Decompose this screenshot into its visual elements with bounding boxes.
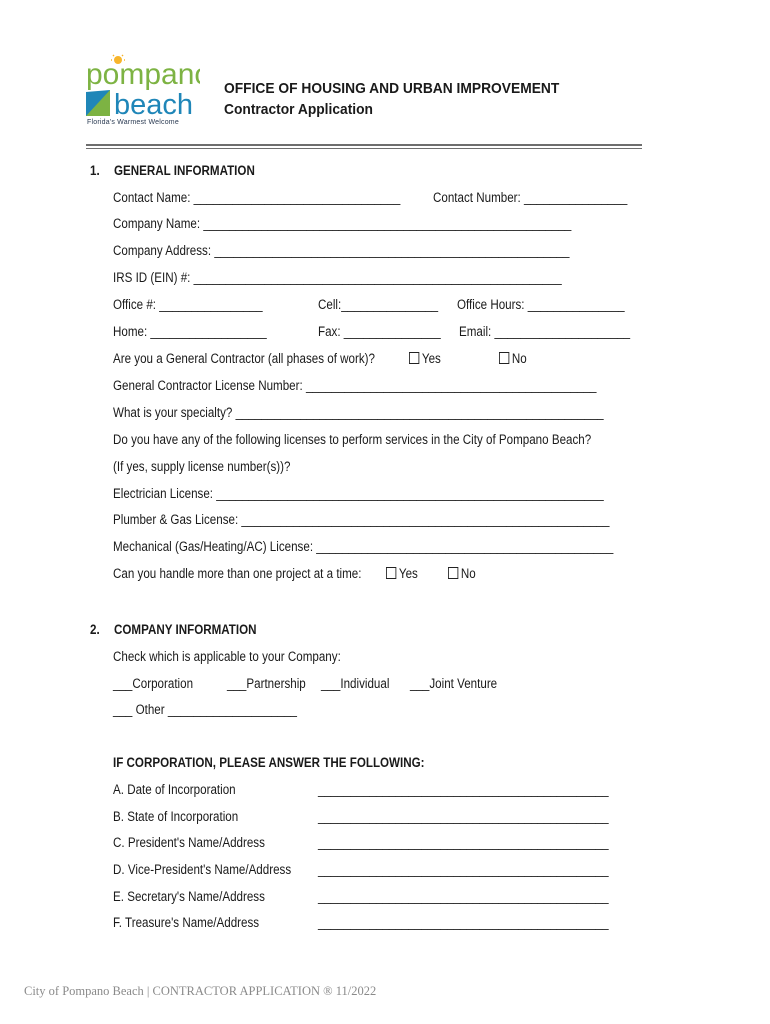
multi-project-question: Can you handle more than one project at a time: [113, 566, 362, 581]
corporation-heading: IF CORPORATION, PLEASE ANSWER THE FOLLOWING: [113, 755, 425, 770]
gc-no-option[interactable] [499, 351, 527, 366]
irs-id-field[interactable]: IRS ID (EIN) #: _________________________________________________________ [113, 270, 562, 285]
gc-no-label: No [511, 351, 527, 366]
corp-item-label: E. Secretary's Name/Address [113, 889, 265, 904]
corp-item-blank[interactable]: _____________________________________________ [318, 835, 609, 850]
multi-no-option[interactable] [448, 566, 476, 581]
corp-item-label: A. Date of Incorporation [113, 782, 236, 797]
corporation-option[interactable]: ___Corporation [113, 676, 194, 691]
email-field[interactable]: Email: _____________________ [459, 324, 631, 339]
logo-word-beach: beach [114, 89, 194, 120]
individual-option[interactable]: ___Individual [321, 676, 390, 691]
gc-yes-label: Yes [421, 351, 441, 366]
contact-number-field[interactable]: Contact Number: ________________ [433, 190, 628, 205]
licenses-question: Do you have any of the following licenses to perform services in the City of Pompano Beach? [113, 432, 592, 447]
mechanical-license-field[interactable]: Mechanical (Gas/Heating/AC) License: ______________________________________________ [113, 539, 614, 554]
gc-license-field[interactable]: General Contractor License Number: _____________________________________________ [113, 378, 597, 393]
document-subtitle: Contractor Application [224, 101, 373, 118]
specialty-field[interactable]: What is your specialty? _________________________________________________________ [113, 405, 604, 420]
gc-yes-option[interactable] [409, 351, 441, 366]
gc-yes-checkbox[interactable] [409, 352, 419, 364]
corp-item-blank[interactable]: _____________________________________________ [318, 862, 609, 877]
corp-item-label: C. President's Name/Address [113, 835, 265, 850]
joint-venture-option[interactable]: ___Joint Venture [410, 676, 498, 691]
contact-name-field[interactable]: Contact Name: ________________________________ [113, 190, 401, 205]
header-divider-thin [86, 148, 642, 149]
partnership-option[interactable]: ___Partnership [227, 676, 306, 691]
office-hours-field[interactable]: Office Hours: _______________ [457, 297, 625, 312]
document-header [224, 80, 588, 118]
pompano-beach-logo [84, 54, 200, 132]
page-footer: City of Pompano Beach | CONTRACTOR APPLICATION ® 11/2022 [24, 984, 377, 998]
section2-title: COMPANY INFORMATION [114, 622, 257, 637]
corp-item-blank[interactable]: _____________________________________________ [318, 809, 609, 824]
corp-item-blank[interactable]: _____________________________________________ [318, 889, 609, 904]
corp-item-label: F. Treasure's Name/Address [113, 915, 260, 930]
document-title: OFFICE OF HOUSING AND URBAN IMPROVEMENT [224, 80, 560, 97]
multi-no-label: No [460, 566, 476, 581]
multi-no-checkbox[interactable] [448, 567, 458, 579]
office-phone-field[interactable]: Office #: ________________ [113, 297, 263, 312]
company-name-field[interactable]: Company Name: _________________________________________________________ [113, 216, 572, 231]
plumber-gas-license-field[interactable]: Plumber & Gas License: _________________________________________________________ [113, 512, 610, 527]
multi-yes-checkbox[interactable] [386, 567, 396, 579]
licenses-note: (If yes, supply license number(s))? [113, 459, 291, 474]
logo-tagline: Florida's Warmest Welcome [87, 119, 179, 126]
fax-field[interactable]: Fax: _______________ [318, 324, 441, 339]
multi-yes-label: Yes [398, 566, 418, 581]
header-divider [86, 144, 642, 146]
multi-yes-option[interactable] [386, 566, 418, 581]
logo-graphic [84, 54, 200, 120]
corp-item-label: B. State of Incorporation [113, 809, 239, 824]
logo-word-pompano: pompano [86, 58, 200, 91]
other-option[interactable]: ___ Other ____________________ [113, 702, 297, 717]
section1-title: GENERAL INFORMATION [114, 163, 255, 178]
corp-item-label: D. Vice-President's Name/Address [113, 862, 292, 877]
corp-item-blank[interactable]: _____________________________________________ [318, 915, 609, 930]
company-address-field[interactable]: Company Address: _______________________________________________________ [113, 243, 570, 258]
company-type-prompt: Check which is applicable to your Company: [113, 649, 341, 664]
general-contractor-question: Are you a General Contractor (all phases of work)? [113, 351, 375, 366]
section2-number: 2. [90, 622, 100, 637]
home-phone-field[interactable]: Home: __________________ [113, 324, 267, 339]
section1-number: 1. [90, 163, 100, 178]
corp-item-blank[interactable]: _____________________________________________ [318, 782, 609, 797]
cell-phone-field[interactable]: Cell:_______________ [318, 297, 439, 312]
gc-no-checkbox[interactable] [499, 352, 509, 364]
electrician-license-field[interactable]: Electrician License: ____________________________________________________________ [113, 486, 604, 501]
